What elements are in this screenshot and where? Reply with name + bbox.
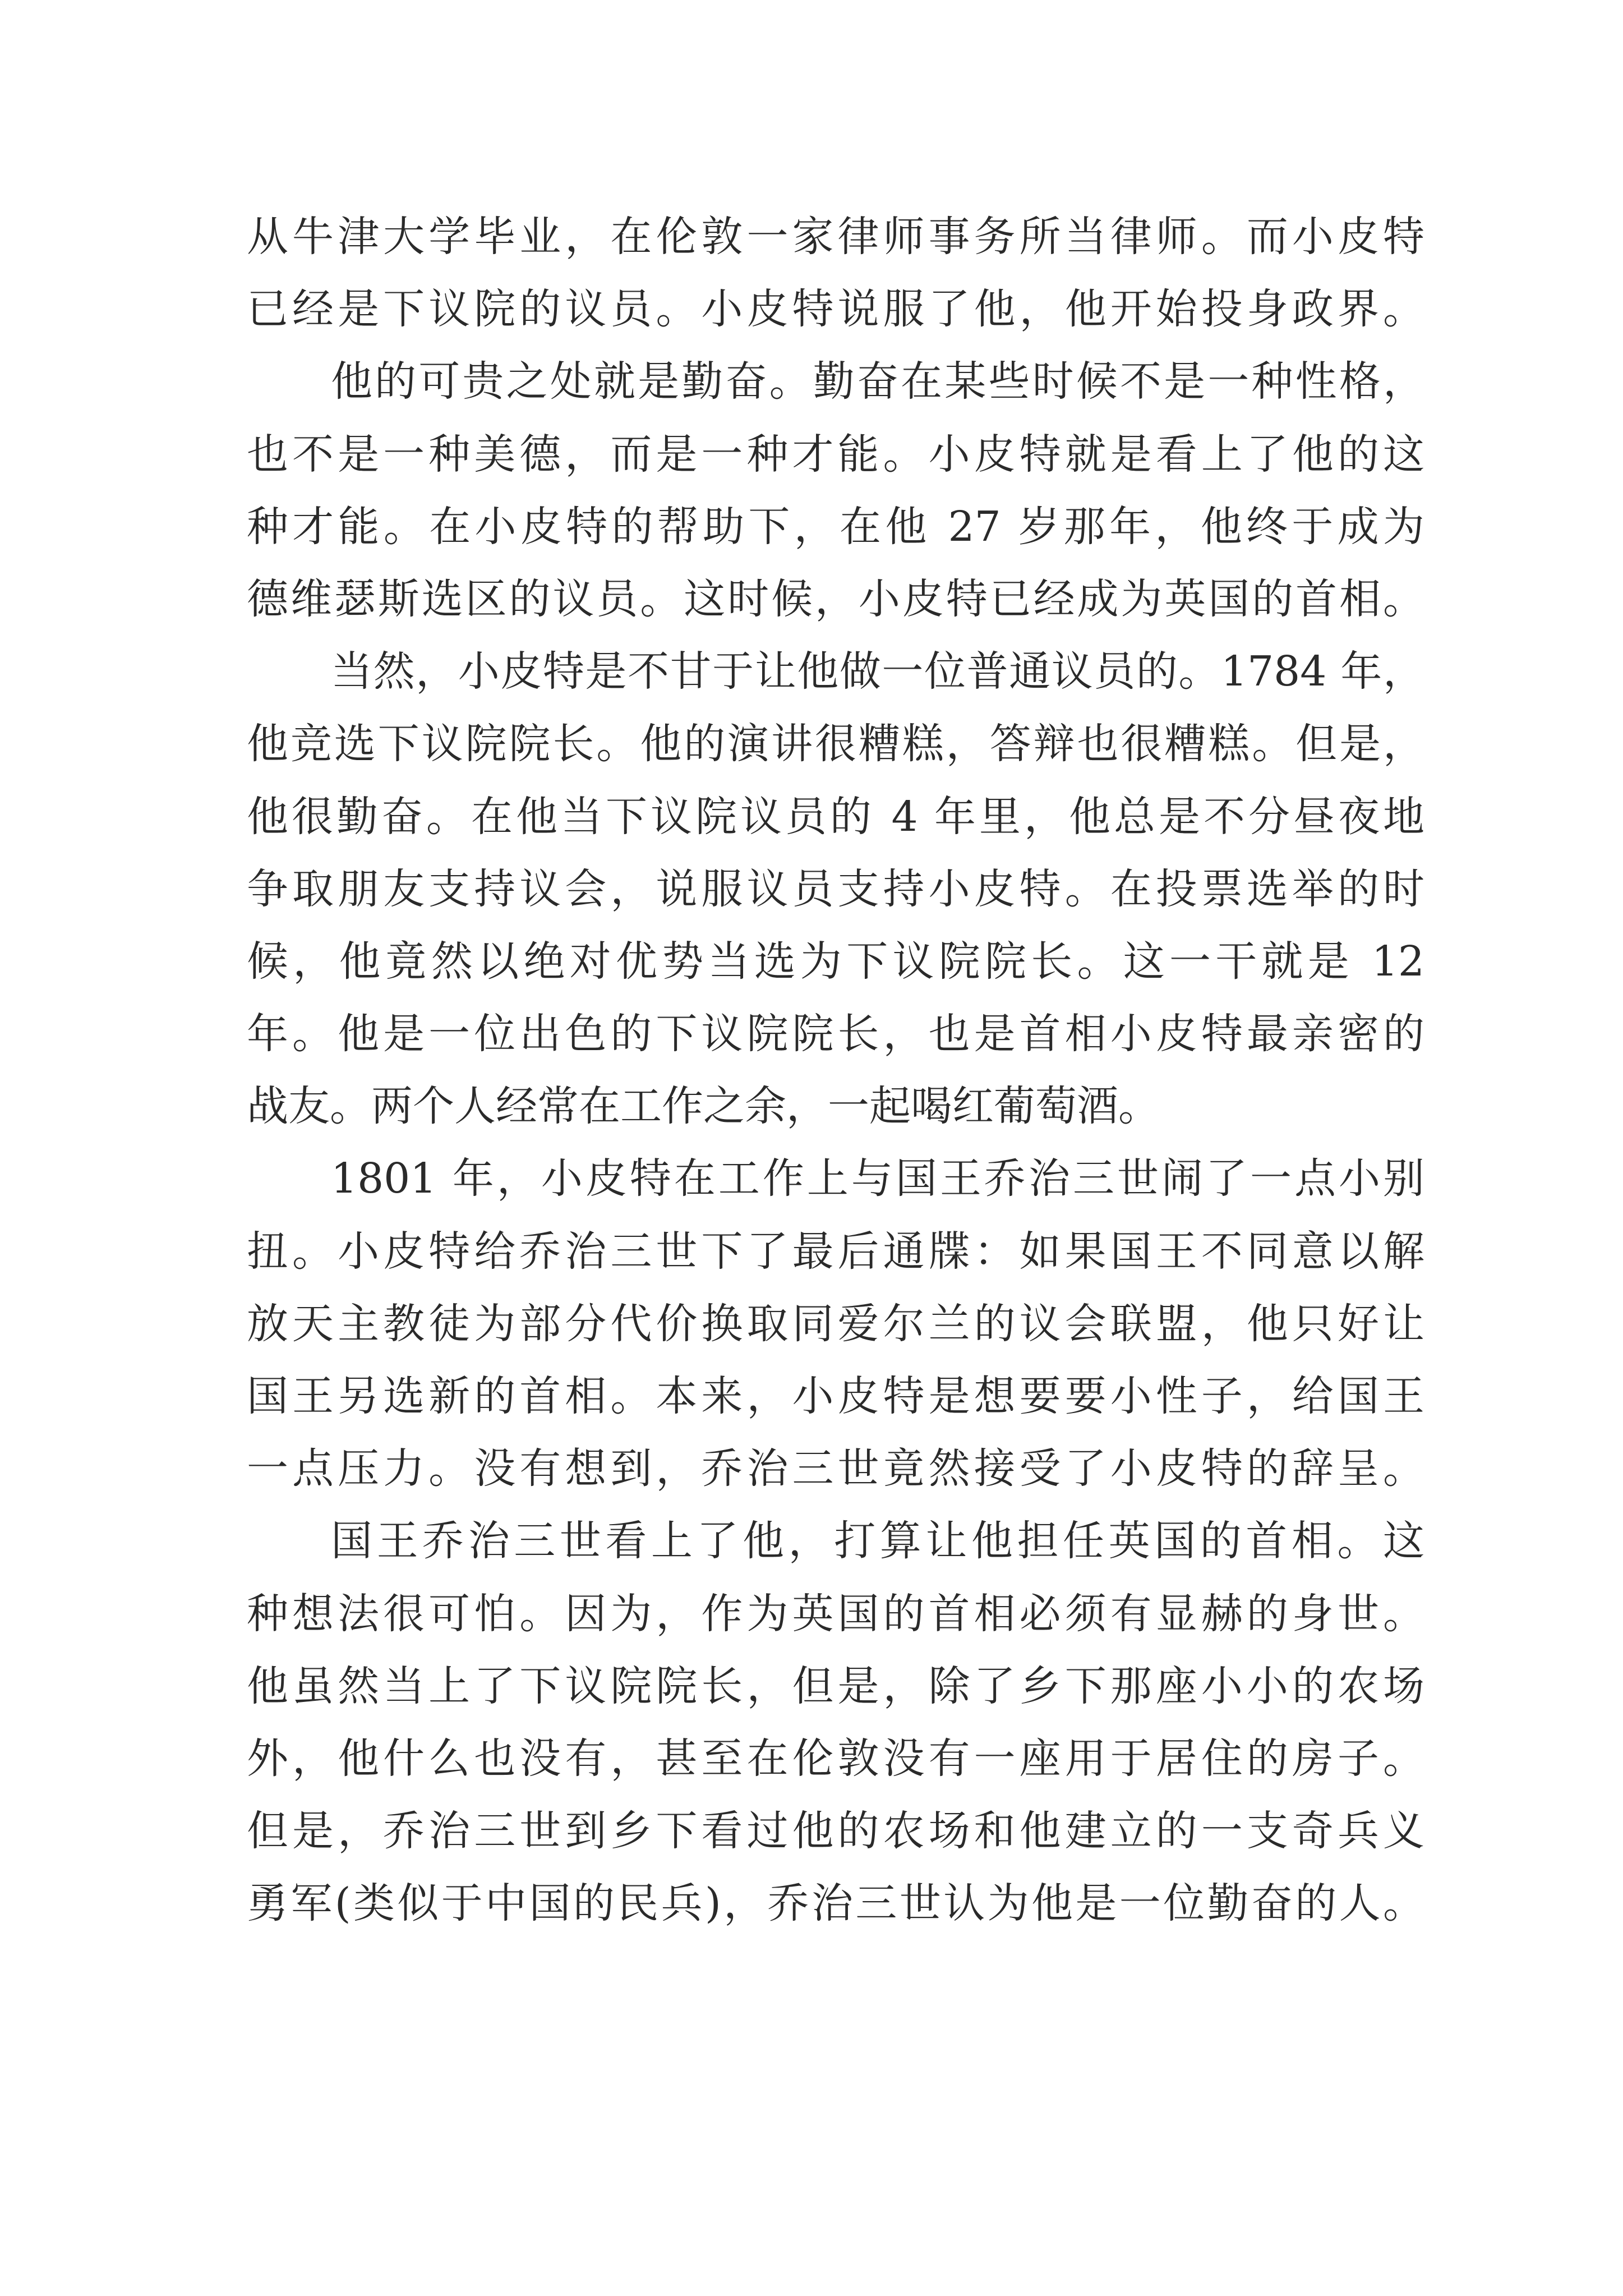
text-line-17: 国王另选新的首相。本来，小皮特是想要要小性子，给国王 [247,1372,1424,1420]
text-line-7: 当然，小皮特是不甘于让他做一位普通议员的。1784 年， [331,647,1424,696]
text-line-12: 年。他是一位出色的下议院院长，也是首相小皮特最亲密的 [247,1010,1424,1059]
text-line-22: 外，他什么也没有，甚至在伦敦没有一座用于居住的房子。 [247,1734,1424,1783]
text-line-3: 他的可贵之处就是勤奋。勤奋在某些时候不是一种性格， [331,357,1424,406]
text-line-15: 扭。小皮特给乔治三世下了最后通牒：如果国王不同意以解 [247,1227,1424,1276]
text-line-9: 他很勤奋。在他当下议院议员的 4 年里，他总是不分昼夜地 [247,792,1424,841]
text-line-20: 种想法很可怕。因为，作为英国的首相必须有显赫的身世。 [247,1589,1424,1638]
text-line-10: 争取朋友支持议会，说服议员支持小皮特。在投票选举的时 [247,864,1424,913]
text-line-11: 候，他竟然以绝对优势当选为下议院院长。这一干就是 12 [247,937,1424,986]
text-line-5: 种才能。在小皮特的帮助下，在他 27 岁那年，他终于成为 [247,502,1424,551]
text-line-14: 1801 年，小皮特在工作上与国王乔治三世闹了一点小别 [331,1154,1424,1203]
text-line-21: 他虽然当上了下议院院长，但是，除了乡下那座小小的农场 [247,1662,1424,1710]
text-line-18: 一点压力。没有想到，乔治三世竟然接受了小皮特的辞呈。 [247,1444,1424,1493]
text-line-16: 放天主教徒为部分代价换取同爱尔兰的议会联盟，他只好让 [247,1299,1424,1348]
text-line-24: 勇军(类似于中国的民兵)，乔治三世认为他是一位勤奋的人。 [247,1879,1424,1928]
text-line-23: 但是，乔治三世到乡下看过他的农场和他建立的一支奇兵义 [247,1807,1424,1856]
text-line-1: 从牛津大学毕业，在伦敦一家律师事务所当律师。而小皮特 [247,213,1424,261]
body-text [247,201,1424,1940]
text-line-2: 已经是下议院的议员。小皮特说服了他，他开始投身政界。 [247,285,1424,334]
text-line-13: 战友。两个人经常在工作之余，一起喝红葡萄酒。 [247,1082,1160,1131]
text-line-4: 也不是一种美德，而是一种才能。小皮特就是看上了他的这 [247,430,1424,478]
text-line-19: 国王乔治三世看上了他，打算让他担任英国的首相。这 [331,1517,1424,1566]
text-line-6: 德维瑟斯选区的议员。这时候，小皮特已经成为英国的首相。 [247,574,1424,623]
text-line-8: 他竞选下议院院长。他的演讲很糟糕，答辩也很糟糕。但是， [247,720,1424,769]
